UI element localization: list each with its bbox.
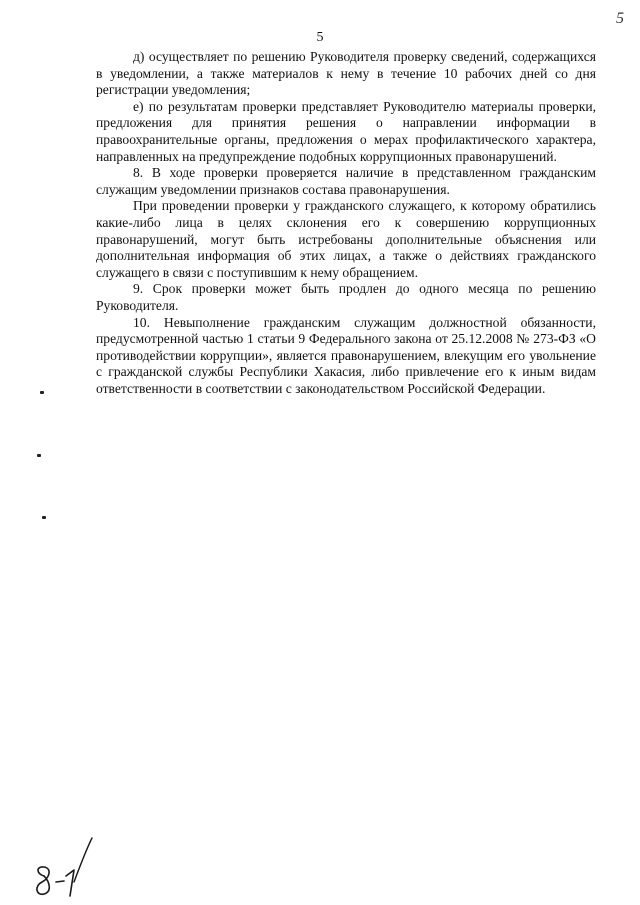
paragraph-9: 9. Срок проверки может быть продлен до одного месяца по решению Руководителя. [96, 281, 596, 313]
margin-mark [40, 391, 44, 394]
paragraph-item-d: д) осуществляет по решению Руководителя проверку сведений, содержащихся в уведомлении, а также материалов к нему в течение 10 рабочих дней со дня регистрации уведомления; [96, 49, 596, 98]
document-body [96, 49, 596, 397]
paragraph-item-e: е) по результатам проверки представляет Руководителю материалы проверки, предложения для принятия решения о направлении информации в правоохранительные органы, предложения о мерах профилактического характера, направленных на предупреждение подобных коррупционных правонарушений. [96, 98, 596, 164]
handwritten-signature [30, 836, 100, 898]
page-number: 5 [316, 30, 324, 45]
paragraph-10: 10. Невыполнение гражданским служащим должностной обязанности, предусмотренной частью 1 статьи 9 Федерального закона от 25.12.2008 № 273-ФЗ «О противодействии коррупции», является правонарушением, влекущим его увольнение с гражданской службы Республики Хакасия, либо привлечение его к иным видам ответственности в соответствии с законодательством Российской Федерации. [96, 314, 596, 396]
paragraph-8: 8. В ходе проверки проверяется наличие в представленном гражданским служащим уведомлении признаков состава правонарушения. [96, 165, 596, 197]
handwritten-sheet-number: 5 [616, 10, 624, 27]
paragraph-8-continued: При проведении проверки у гражданского служащего, к которому обратились какие-либо лица в целях склонения его к совершению коррупционных правонарушений, могут быть истребованы дополнительные объяснения или дополнительная информация об этих лицах, а также о действиях гражданского служащего в связи с поступившим к нему обращением. [96, 198, 596, 280]
margin-mark [37, 454, 41, 457]
margin-mark [42, 516, 46, 519]
